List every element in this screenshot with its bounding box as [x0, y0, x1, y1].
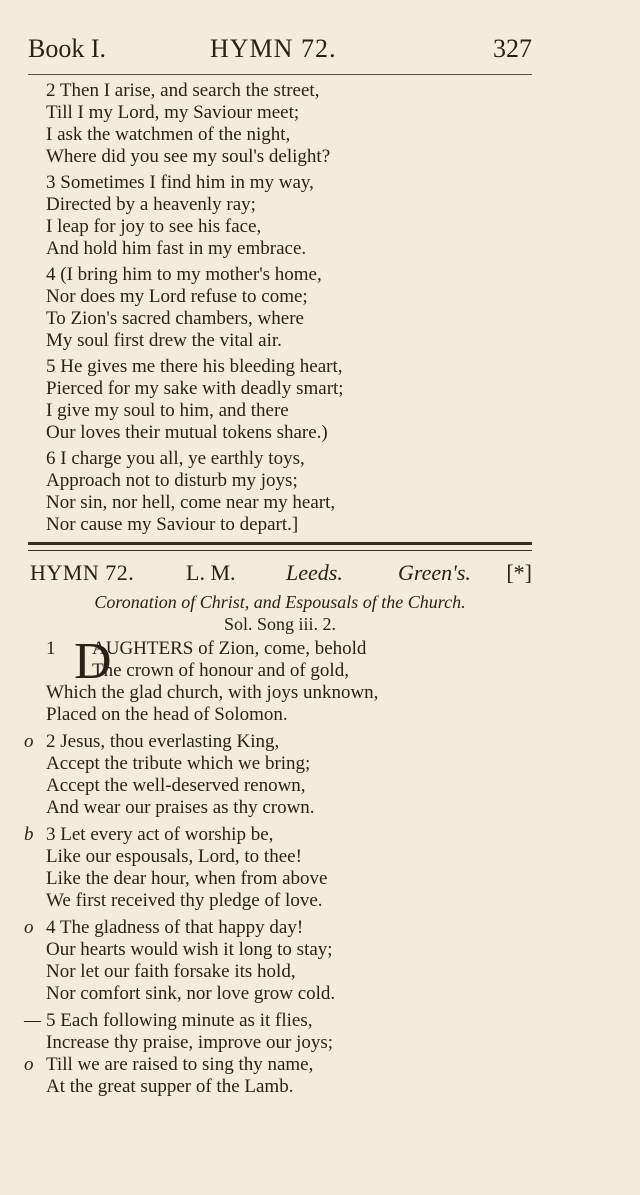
book-label: Book I. [28, 34, 106, 63]
stanza-2 [24, 731, 526, 819]
verse-line: 3 Let every act of worship be, [46, 824, 274, 845]
verse-line: 2 Then I arise, and search the street, [46, 80, 320, 101]
verse-line: And wear our praises as thy crown. [46, 797, 315, 818]
scripture-reference: Sol. Song iii. 2. [223, 614, 337, 634]
verse-line: 6 I charge you all, ye earthly toys, [46, 448, 305, 469]
drop-cap: D [74, 633, 112, 690]
verse-line: Approach not to disturb my joys; [46, 470, 298, 491]
dynamic-marker: o [24, 731, 34, 752]
line-marker: o [24, 1054, 34, 1075]
stanza-3 [24, 824, 526, 912]
verse-line: Like the dear hour, when from above [46, 868, 328, 889]
hymn-continued [46, 80, 526, 540]
verse-line: 4 (I bring him to my mother's home, [46, 264, 322, 285]
verse-line: Nor sin, nor hell, come near my heart, [46, 492, 336, 513]
verse-line: Till I my Lord, my Saviour meet; [46, 102, 300, 123]
hymn-subtitle: Coronation of Christ, and Espousals of the Church. [94, 592, 466, 612]
dynamic-marker: o [24, 917, 34, 938]
stanza-4 [46, 264, 526, 352]
verse-line: 5 Each following minute as it flies, [46, 1010, 313, 1031]
verse-line: Where did you see my soul's delight? [46, 146, 331, 167]
verse-line: Nor cause my Saviour to depart.] [46, 514, 299, 535]
page-header [28, 34, 532, 68]
page-number: 327 [493, 34, 532, 63]
stanza-2 [46, 80, 526, 168]
section-divider [28, 542, 532, 551]
verse-line: The crown of honour and of gold, [92, 660, 349, 681]
verse-line: I leap for joy to see his face, [46, 216, 262, 237]
header-rule [28, 74, 532, 75]
verse-line: I ask the watchmen of the night, [46, 124, 291, 145]
verse-line: At the great supper of the Lamb. [46, 1076, 294, 1097]
verse-line: 2 Jesus, thou everlasting King, [46, 731, 280, 752]
verse-line: Accept the well-deserved renown, [46, 775, 306, 796]
verse-line: Till we are raised to sing thy name, [46, 1054, 314, 1075]
tune-name-1: Leeds. [286, 560, 343, 585]
verse-line: We first received thy pledge of love. [46, 890, 323, 911]
verse-line: Which the glad church, with joys unknown, [46, 682, 379, 703]
dynamic-marker: — [24, 1010, 41, 1031]
stanza-3 [46, 172, 526, 260]
verse-line: Like our espousals, Lord, to thee! [46, 846, 302, 867]
hymn-title: HYMN 72. [30, 560, 135, 585]
verse-line: Placed on the head of Solomon. [46, 704, 288, 725]
verse-line: I give my soul to him, and there [46, 400, 289, 421]
verse-line: Nor comfort sink, nor love grow cold. [46, 983, 336, 1004]
verse-line: To Zion's sacred chambers, where [46, 308, 304, 329]
verse-line: AUGHTERS of Zion, come, behold [92, 638, 367, 659]
dynamic-marker: b [24, 824, 34, 845]
hymn-mark: [*] [506, 560, 532, 585]
verse-line: Directed by a heavenly ray; [46, 194, 256, 215]
verse-line: My soul first drew the vital air. [46, 330, 282, 351]
hymn-72-verses [24, 633, 526, 1103]
verse-line: 5 He gives me there his bleeding heart, [46, 356, 343, 377]
stanza-1 [46, 633, 526, 726]
verse-line: Our loves their mutual tokens share.) [46, 422, 328, 443]
verse-line: Nor does my Lord refuse to come; [46, 286, 308, 307]
verse-line: Pierced for my sake with deadly smart; [46, 378, 344, 399]
stanza-5 [46, 356, 526, 444]
tune-name-2: Green's. [398, 560, 471, 585]
verse-line: Increase thy praise, improve our joys; [46, 1032, 334, 1053]
verse-line: And hold him fast in my embrace. [46, 238, 307, 259]
stanza-4 [24, 917, 526, 1005]
verse-line: 4 The gladness of that happy day! [46, 917, 304, 938]
verse-line: Nor let our faith forsake its hold, [46, 961, 296, 982]
verse-line: 3 Sometimes I find him in my way, [46, 172, 314, 193]
stanza-6 [46, 448, 526, 536]
verse-line: Accept the tribute which we bring; [46, 753, 311, 774]
stanza-5 [24, 1010, 526, 1098]
stanza-number: 1 [46, 638, 56, 659]
hymn-heading [30, 560, 534, 590]
hymn-meter: L. M. [186, 560, 236, 585]
verse-line: Our hearts would wish it long to stay; [46, 939, 333, 960]
running-title: HYMN 72. [210, 34, 337, 63]
